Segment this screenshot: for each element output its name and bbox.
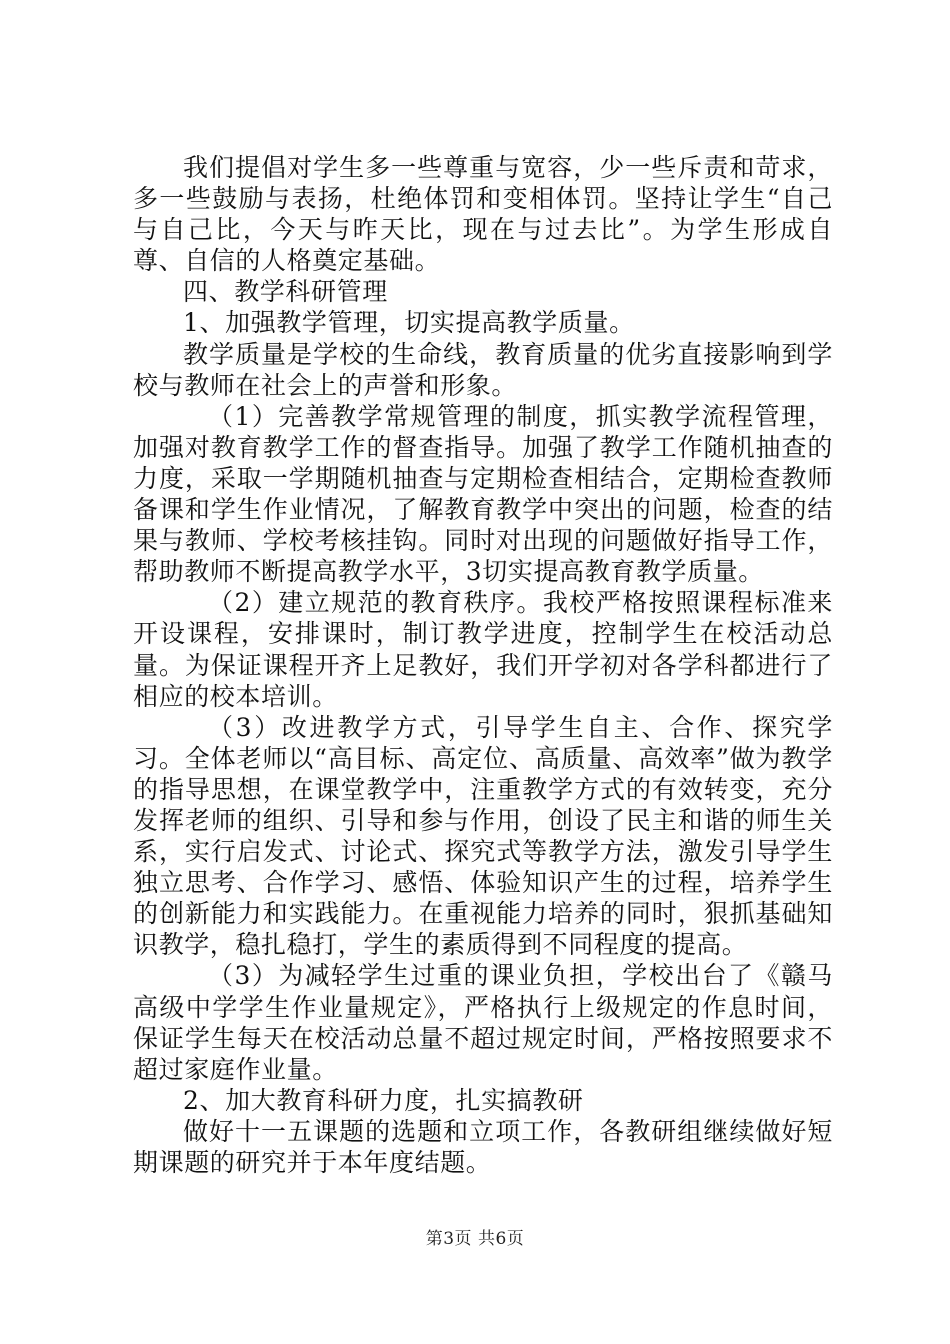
section-heading-teaching-research: 四、教学科研管理 [183,277,388,307]
paragraph-research-projects: 做好十一五课题的选题和立项工作，各教研组继续做好短期课题的研究并于本年度结题。 [133,1116,833,1177]
paragraph-item-3-teaching-methods: （3）改进教学方式，引导学生自主、合作、探究学习。全体老师以“高目标、高定位、高质量、高效率”做为教学的指导思想，在课堂教学中，注重教学方式的有效转变，充分发挥老师的组织、引导和参与作用，创设了民主和谐的师生关系，实行启发式、讨论式、探究式等教学方法，激发引导学生独立思考、合作学习、感悟、体验知识产生的过程，培养学生的创新能力和实践能力。在重视能力培养的同时，狠抓基础知识教学，稳扎稳打，学生的素质得到不同程度的提高。 [133,712,833,960]
paragraph-item-1-routine-management: （1）完善教学常规管理的制度，抓实教学流程管理，加强对教育教学工作的督查指导。加强了教学工作随机抽查的力度，采取一学期随机抽查与定期检查相结合，定期检查教师备课和学生作业情况，了解教育教学中突出的问题，检查的结果与教师、学校考核挂钩。同时对出现的问题做好指导工作，帮助教师不断提高教学水平，3切实提高教育教学质量。 [133,401,833,587]
paragraph-item-3-homework-burden: （3）为减轻学生过重的课业负担，学校出台了《赣马高级中学学生作业量规定》，严格执行上级规定的作息时间，保证学生每天在校活动总量不超过规定时间，严格按照要求不超过家庭作业量。 [133,961,833,1084]
subheading-teaching-management: 1、加强教学管理，切实提高教学质量。 [183,308,635,338]
paragraph-respect-students: 我们提倡对学生多一些尊重与宽容，少一些斥责和苛求，多一些鼓励与表扬，杜绝体罚和变相体罚。坚持让学生“自己与自己比，今天与昨天比，现在与过去比”。为学生形成自尊、自信的人格奠定基础。 [133,153,833,276]
paragraph-item-2-education-order: （2）建立规范的教育秩序。我校严格按照课程标准来开设课程，安排课时，制订教学进度，控制学生在校活动总量。为保证课程开齐上足教好，我们开学初对各学科都进行了相应的校本培训。 [133,588,833,711]
subheading-education-research: 2、加大教育科研力度，扎实搞教研 [183,1085,584,1115]
page-footer: 第3页 共6页 [425,1229,525,1249]
paragraph-teaching-quality: 教学质量是学校的生命线，教育质量的优劣直接影响到学校与教师在社会上的声誉和形象。 [133,339,833,400]
document-body [133,152,833,1178]
